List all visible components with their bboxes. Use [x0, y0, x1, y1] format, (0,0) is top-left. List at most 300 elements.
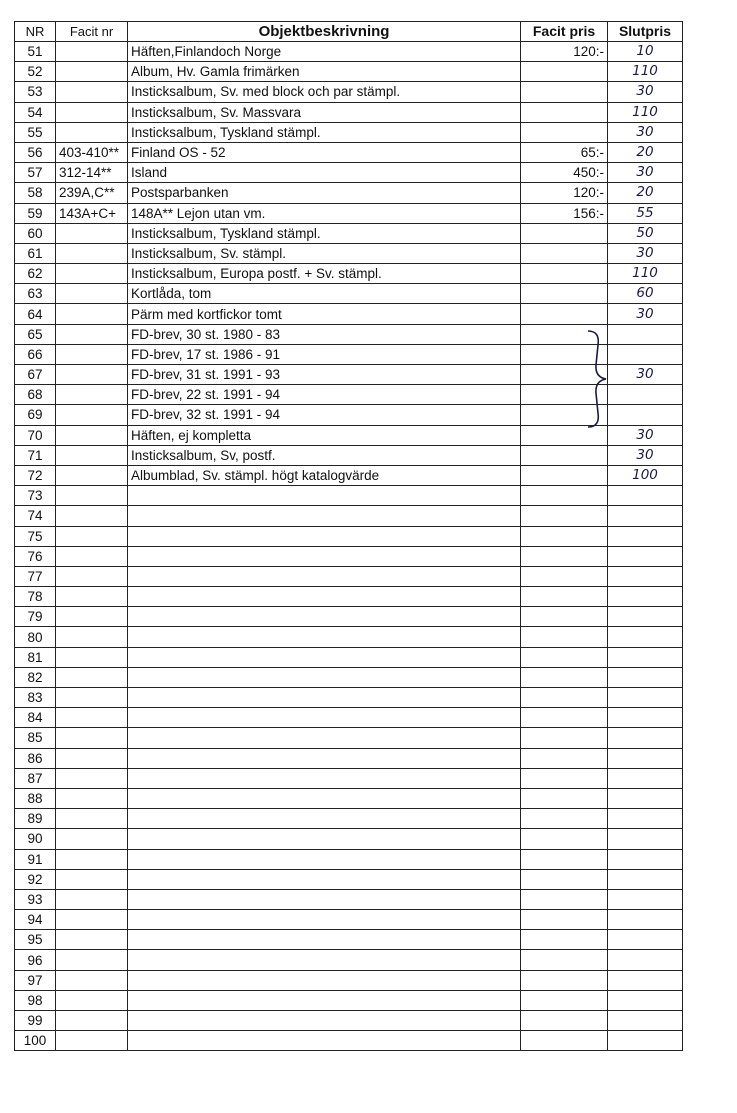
table-row [15, 122, 683, 142]
row-facit-nr [56, 970, 128, 990]
table-row [15, 970, 683, 990]
row-slutpris: 110 [608, 62, 683, 82]
table-row [15, 688, 683, 708]
row-description [128, 1011, 521, 1031]
table-row [15, 486, 683, 506]
row-nr: 84 [15, 708, 56, 728]
row-facit-pris [521, 970, 608, 990]
row-description [128, 950, 521, 970]
table-row [15, 324, 683, 344]
table-row [15, 506, 683, 526]
row-facit-pris [521, 526, 608, 546]
table-body [15, 42, 683, 1051]
table-row [15, 627, 683, 647]
row-nr: 97 [15, 970, 56, 990]
row-nr: 95 [15, 930, 56, 950]
row-slutpris [608, 809, 683, 829]
table-row [15, 930, 683, 950]
row-facit-pris [521, 324, 608, 344]
row-nr: 69 [15, 405, 56, 425]
row-facit-pris [521, 385, 608, 405]
row-slutpris: 30 [608, 82, 683, 102]
row-nr: 55 [15, 122, 56, 142]
row-description [128, 486, 521, 506]
table-row [15, 465, 683, 485]
row-description [128, 688, 521, 708]
header-facit-pris: Facit pris [521, 22, 608, 42]
row-facit-nr [56, 607, 128, 627]
row-facit-nr [56, 425, 128, 445]
row-slutpris [608, 768, 683, 788]
row-description [128, 990, 521, 1010]
table-row [15, 304, 683, 324]
row-nr: 83 [15, 688, 56, 708]
row-slutpris [608, 950, 683, 970]
row-facit-pris [521, 688, 608, 708]
row-facit-pris: 120:- [521, 42, 608, 62]
row-slutpris [608, 990, 683, 1010]
table-row [15, 647, 683, 667]
row-description: Insticksalbum, Europa postf. + Sv. stämpl. [128, 264, 521, 284]
row-slutpris: 30 [608, 243, 683, 263]
row-slutpris [608, 526, 683, 546]
row-slutpris [608, 910, 683, 930]
row-facit-nr: 312-14** [56, 163, 128, 183]
row-description: Insticksalbum, Sv. Massvara [128, 102, 521, 122]
row-nr: 59 [15, 203, 56, 223]
table-row [15, 748, 683, 768]
row-slutpris: 20 [608, 142, 683, 162]
table-row [15, 587, 683, 607]
row-slutpris [608, 667, 683, 687]
row-facit-nr [56, 344, 128, 364]
header-row [15, 22, 683, 42]
row-description: Island [128, 163, 521, 183]
row-facit-nr [56, 748, 128, 768]
row-nr: 76 [15, 546, 56, 566]
row-facit-nr [56, 365, 128, 385]
row-facit-pris [521, 748, 608, 768]
row-nr: 100 [15, 1031, 56, 1051]
row-facit-nr [56, 304, 128, 324]
row-facit-pris [521, 869, 608, 889]
row-slutpris [608, 788, 683, 808]
row-description: FD-brev, 22 st. 1991 - 94 [128, 385, 521, 405]
row-facit-nr: 239A,C** [56, 183, 128, 203]
table-row [15, 889, 683, 909]
table-row [15, 546, 683, 566]
table-row [15, 1031, 683, 1051]
table-row [15, 788, 683, 808]
row-description: Postsparbanken [128, 183, 521, 203]
header-objektbeskrivning: Objektbeskrivning [128, 22, 521, 42]
table-row [15, 910, 683, 930]
row-facit-pris [521, 889, 608, 909]
row-description [128, 566, 521, 586]
row-facit-nr [56, 102, 128, 122]
table-row [15, 809, 683, 829]
row-facit-nr [56, 1011, 128, 1031]
row-facit-pris [521, 990, 608, 1010]
row-description [128, 728, 521, 748]
row-slutpris [608, 627, 683, 647]
row-description [128, 627, 521, 647]
row-nr: 72 [15, 465, 56, 485]
row-nr: 86 [15, 748, 56, 768]
table-row [15, 950, 683, 970]
row-facit-pris [521, 465, 608, 485]
row-facit-pris: 120:- [521, 183, 608, 203]
row-facit-pris [521, 284, 608, 304]
row-facit-pris: 156:- [521, 203, 608, 223]
row-facit-nr [56, 486, 128, 506]
row-facit-nr [56, 445, 128, 465]
row-slutpris [608, 970, 683, 990]
row-slutpris [608, 647, 683, 667]
row-slutpris: 60 [608, 284, 683, 304]
row-facit-pris [521, 425, 608, 445]
row-facit-nr [56, 990, 128, 1010]
row-description: Insticksalbum, Tyskland stämpl. [128, 223, 521, 243]
row-facit-nr [56, 587, 128, 607]
table-row [15, 42, 683, 62]
row-slutpris [608, 889, 683, 909]
row-description [128, 526, 521, 546]
row-description: Insticksalbum, Sv. med block och par stämpl. [128, 82, 521, 102]
row-facit-nr [56, 788, 128, 808]
row-description: Insticksalbum, Sv. stämpl. [128, 243, 521, 263]
row-description: Album, Hv. Gamla frimärken [128, 62, 521, 82]
table-row [15, 264, 683, 284]
table-row [15, 385, 683, 405]
row-facit-pris [521, 102, 608, 122]
row-description [128, 647, 521, 667]
table-row [15, 849, 683, 869]
row-description [128, 849, 521, 869]
row-nr: 90 [15, 829, 56, 849]
row-slutpris [608, 587, 683, 607]
row-facit-nr [56, 950, 128, 970]
table-row [15, 142, 683, 162]
row-description: Insticksalbum, Tyskland stämpl. [128, 122, 521, 142]
row-facit-pris [521, 647, 608, 667]
table-row [15, 768, 683, 788]
row-facit-nr [56, 82, 128, 102]
row-facit-pris [521, 788, 608, 808]
row-facit-pris [521, 223, 608, 243]
row-slutpris: 50 [608, 223, 683, 243]
row-slutpris [608, 546, 683, 566]
row-facit-nr [56, 284, 128, 304]
row-description: FD-brev, 17 st. 1986 - 91 [128, 344, 521, 364]
row-description [128, 506, 521, 526]
row-slutpris: 30 [608, 445, 683, 465]
row-nr: 61 [15, 243, 56, 263]
row-facit-nr: 403-410** [56, 142, 128, 162]
row-facit-nr [56, 667, 128, 687]
row-nr: 94 [15, 910, 56, 930]
table-row [15, 102, 683, 122]
row-slutpris: 30 [608, 163, 683, 183]
row-slutpris: 10 [608, 42, 683, 62]
row-nr: 68 [15, 385, 56, 405]
row-facit-pris: 450:- [521, 163, 608, 183]
row-description [128, 889, 521, 909]
row-facit-pris [521, 243, 608, 263]
row-facit-pris [521, 627, 608, 647]
row-facit-nr [56, 930, 128, 950]
row-slutpris [608, 728, 683, 748]
row-facit-pris [521, 587, 608, 607]
table-row [15, 284, 683, 304]
row-facit-nr: 143A+C+ [56, 203, 128, 223]
header-nr: NR [15, 22, 56, 42]
row-facit-pris: 65:- [521, 142, 608, 162]
table-row [15, 869, 683, 889]
row-facit-pris [521, 607, 608, 627]
row-facit-pris [521, 809, 608, 829]
row-nr: 58 [15, 183, 56, 203]
row-nr: 79 [15, 607, 56, 627]
row-description [128, 970, 521, 990]
row-facit-nr [56, 122, 128, 142]
row-nr: 85 [15, 728, 56, 748]
table-row [15, 526, 683, 546]
row-facit-nr [56, 809, 128, 829]
row-nr: 75 [15, 526, 56, 546]
table-row [15, 829, 683, 849]
row-slutpris: 100 [608, 465, 683, 485]
table-row [15, 1011, 683, 1031]
row-description [128, 667, 521, 687]
row-nr: 70 [15, 425, 56, 445]
row-facit-pris [521, 445, 608, 465]
row-description: Finland OS - 52 [128, 142, 521, 162]
row-nr: 92 [15, 869, 56, 889]
row-description: Albumblad, Sv. stämpl. högt katalogvärde [128, 465, 521, 485]
row-facit-pris [521, 566, 608, 586]
row-description [128, 587, 521, 607]
row-nr: 62 [15, 264, 56, 284]
table-row [15, 425, 683, 445]
table-row [15, 62, 683, 82]
header-facit-nr: Facit nr [56, 22, 128, 42]
row-nr: 78 [15, 587, 56, 607]
row-facit-pris [521, 546, 608, 566]
row-description [128, 708, 521, 728]
row-description [128, 748, 521, 768]
row-nr: 67 [15, 365, 56, 385]
row-description: Kortlåda, tom [128, 284, 521, 304]
row-facit-nr [56, 526, 128, 546]
row-facit-nr [56, 910, 128, 930]
row-slutpris [608, 829, 683, 849]
table-row [15, 243, 683, 263]
row-nr: 54 [15, 102, 56, 122]
row-facit-pris [521, 728, 608, 748]
row-nr: 91 [15, 849, 56, 869]
row-facit-nr [56, 1031, 128, 1051]
row-facit-nr [56, 627, 128, 647]
row-facit-nr [56, 465, 128, 485]
row-facit-nr [56, 869, 128, 889]
row-slutpris [608, 849, 683, 869]
row-facit-pris [521, 1011, 608, 1031]
row-description [128, 788, 521, 808]
row-description [128, 809, 521, 829]
table-row [15, 405, 683, 425]
row-facit-pris [521, 344, 608, 364]
row-facit-nr [56, 849, 128, 869]
row-facit-nr [56, 768, 128, 788]
row-nr: 88 [15, 788, 56, 808]
row-nr: 93 [15, 889, 56, 909]
row-facit-pris [521, 264, 608, 284]
table-row [15, 607, 683, 627]
row-nr: 51 [15, 42, 56, 62]
row-slutpris [608, 708, 683, 728]
row-facit-nr [56, 324, 128, 344]
row-slutpris [608, 405, 683, 425]
row-slutpris [608, 324, 683, 344]
row-slutpris: 30 [608, 425, 683, 445]
row-nr: 77 [15, 566, 56, 586]
row-slutpris [608, 344, 683, 364]
row-slutpris [608, 748, 683, 768]
row-slutpris: 110 [608, 102, 683, 122]
table-row [15, 365, 683, 385]
row-facit-nr [56, 546, 128, 566]
row-nr: 89 [15, 809, 56, 829]
row-nr: 56 [15, 142, 56, 162]
row-facit-pris [521, 708, 608, 728]
table-row [15, 223, 683, 243]
row-description: Häften, ej kompletta [128, 425, 521, 445]
row-facit-pris [521, 1031, 608, 1051]
row-nr: 52 [15, 62, 56, 82]
row-slutpris [608, 688, 683, 708]
table-row [15, 708, 683, 728]
row-facit-pris [521, 82, 608, 102]
table-row [15, 990, 683, 1010]
row-slutpris [608, 869, 683, 889]
row-nr: 63 [15, 284, 56, 304]
row-slutpris [608, 1011, 683, 1031]
table-row [15, 183, 683, 203]
row-facit-nr [56, 385, 128, 405]
row-description [128, 930, 521, 950]
row-nr: 87 [15, 768, 56, 788]
row-slutpris: 30 [608, 122, 683, 142]
table-row [15, 82, 683, 102]
row-facit-pris [521, 930, 608, 950]
row-facit-pris [521, 849, 608, 869]
row-slutpris: 110 [608, 264, 683, 284]
row-slutpris: 30 [608, 304, 683, 324]
row-facit-pris [521, 829, 608, 849]
row-description: Pärm med kortfickor tomt [128, 304, 521, 324]
row-description: FD-brev, 32 st. 1991 - 94 [128, 405, 521, 425]
row-facit-nr [56, 688, 128, 708]
row-description: FD-brev, 30 st. 1980 - 83 [128, 324, 521, 344]
table-row [15, 344, 683, 364]
row-facit-nr [56, 62, 128, 82]
row-facit-nr [56, 566, 128, 586]
row-nr: 96 [15, 950, 56, 970]
table-row [15, 566, 683, 586]
row-facit-pris [521, 304, 608, 324]
row-facit-nr [56, 889, 128, 909]
row-description: FD-brev, 31 st. 1991 - 93 [128, 365, 521, 385]
row-facit-pris [521, 950, 608, 970]
row-nr: 60 [15, 223, 56, 243]
row-facit-nr [56, 647, 128, 667]
row-slutpris [608, 607, 683, 627]
row-nr: 80 [15, 627, 56, 647]
row-facit-pris [521, 506, 608, 526]
table-row [15, 203, 683, 223]
row-slutpris [608, 930, 683, 950]
row-facit-pris [521, 62, 608, 82]
header-slutpris: Slutpris [608, 22, 683, 42]
row-nr: 64 [15, 304, 56, 324]
row-facit-nr [56, 264, 128, 284]
row-description [128, 607, 521, 627]
row-facit-nr [56, 506, 128, 526]
row-description [128, 768, 521, 788]
row-nr: 65 [15, 324, 56, 344]
row-facit-nr [56, 42, 128, 62]
table-row [15, 445, 683, 465]
row-nr: 53 [15, 82, 56, 102]
row-slutpris [608, 1031, 683, 1051]
row-description [128, 910, 521, 930]
row-slutpris: 30 [608, 365, 683, 385]
row-nr: 81 [15, 647, 56, 667]
row-facit-nr [56, 243, 128, 263]
row-description [128, 869, 521, 889]
row-slutpris [608, 566, 683, 586]
row-nr: 73 [15, 486, 56, 506]
row-description [128, 546, 521, 566]
row-nr: 74 [15, 506, 56, 526]
row-nr: 99 [15, 1011, 56, 1031]
table-row [15, 163, 683, 183]
row-facit-pris [521, 768, 608, 788]
row-nr: 66 [15, 344, 56, 364]
row-facit-nr [56, 405, 128, 425]
row-slutpris [608, 486, 683, 506]
row-slutpris [608, 506, 683, 526]
row-description: Insticksalbum, Sv, postf. [128, 445, 521, 465]
row-facit-pris [521, 486, 608, 506]
row-facit-nr [56, 223, 128, 243]
row-facit-nr [56, 829, 128, 849]
row-nr: 98 [15, 990, 56, 1010]
row-facit-pris [521, 405, 608, 425]
row-slutpris [608, 385, 683, 405]
row-description: 148A** Lejon utan vm. [128, 203, 521, 223]
row-description: Häften,Finlandoch Norge [128, 42, 521, 62]
row-description [128, 1031, 521, 1051]
row-slutpris: 20 [608, 183, 683, 203]
row-nr: 57 [15, 163, 56, 183]
row-slutpris: 55 [608, 203, 683, 223]
row-facit-pris [521, 365, 608, 385]
auction-table [14, 21, 683, 1051]
row-facit-nr [56, 728, 128, 748]
row-nr: 71 [15, 445, 56, 465]
